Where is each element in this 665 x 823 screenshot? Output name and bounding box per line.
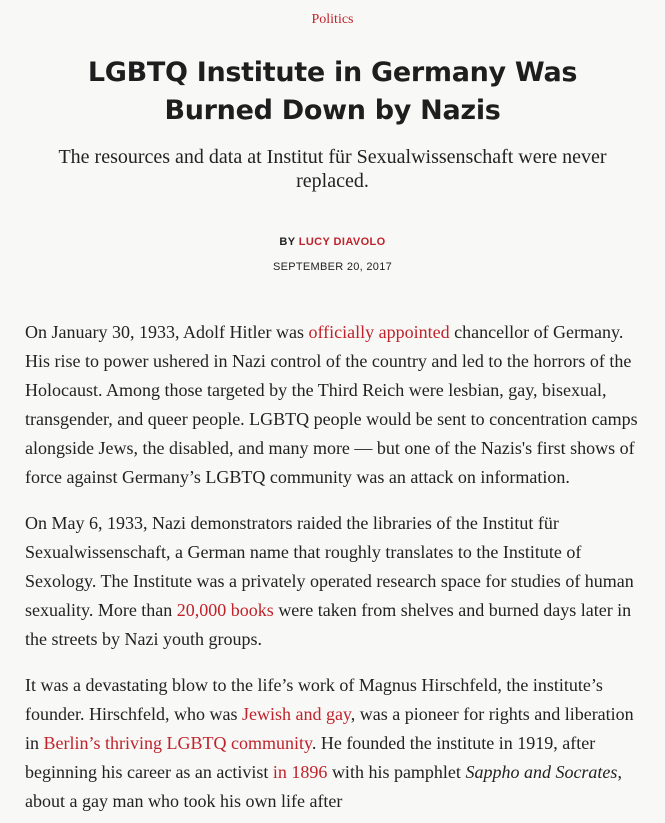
pamphlet-title: Sappho and Socrates — [465, 762, 618, 782]
text-span: On May 6, 1933, Nazi demonstrators raided the libraries of the Institut für Sexualwissenschaft, a German name that roughly translates to the Institute of Sexology. The Institute was a privately operated research space for studies of human sexuality. More than — [25, 513, 634, 620]
link-berlin-lgbtq-community[interactable]: Berlin’s thriving LGBTQ community — [43, 733, 312, 753]
text-span: with his pamphlet — [327, 762, 466, 782]
link-in-1896[interactable]: in 1896 — [272, 762, 328, 782]
paragraph-3 — [25, 671, 650, 816]
text-span: , about a gay man who took his own life after — [25, 762, 622, 811]
article-body — [25, 318, 650, 816]
text-span: chancellor of Germany. His rise to power ushered in Nazi control of the country and led to the horrors of the Holocaust. Among those targeted by the Third Reich were lesbian, gay, bisexual, transgender, and queer people. LGBTQ people would be sent to concentration camps alongside Jews, the disabled, and many more — but one of the Nazis's first shows of force against Germany’s LGBTQ community was an attack on information. — [25, 322, 638, 487]
article-dek: The resources and data at Institut für Sexualwissenschaft were never replaced. — [58, 146, 607, 192]
publish-date: SEPTEMBER 20, 2017 — [272, 261, 393, 273]
byline-prefix: BY — [279, 236, 296, 248]
text-span: . He founded the institute in 1919, after beginning his career as an activist — [25, 733, 596, 782]
link-jewish-and-gay[interactable]: Jewish and gay — [241, 704, 351, 724]
byline — [0, 235, 665, 249]
link-20000-books[interactable]: 20,000 books — [176, 600, 274, 620]
category-link[interactable]: Politics — [311, 12, 354, 27]
paragraph-2 — [25, 509, 650, 654]
article-headline: LGBTQ Institute in Germany Was Burned Down by Nazis — [87, 57, 578, 126]
text-span: , was a pioneer for rights and liberation in — [25, 704, 634, 753]
paragraph-1 — [25, 318, 650, 492]
text-span: It was a devastating blow to the life’s work of Magnus Hirschfeld, the institute’s founder. Hirschfeld, who was — [25, 675, 603, 724]
text-span: were taken from shelves and burned days later in the streets by Nazi youth groups. — [25, 600, 632, 649]
author-link[interactable]: LUCY DIAVOLO — [298, 236, 386, 248]
text-span: On January 30, 1933, Adolf Hitler was — [25, 322, 309, 342]
link-officially-appointed[interactable]: officially appointed — [308, 322, 450, 342]
